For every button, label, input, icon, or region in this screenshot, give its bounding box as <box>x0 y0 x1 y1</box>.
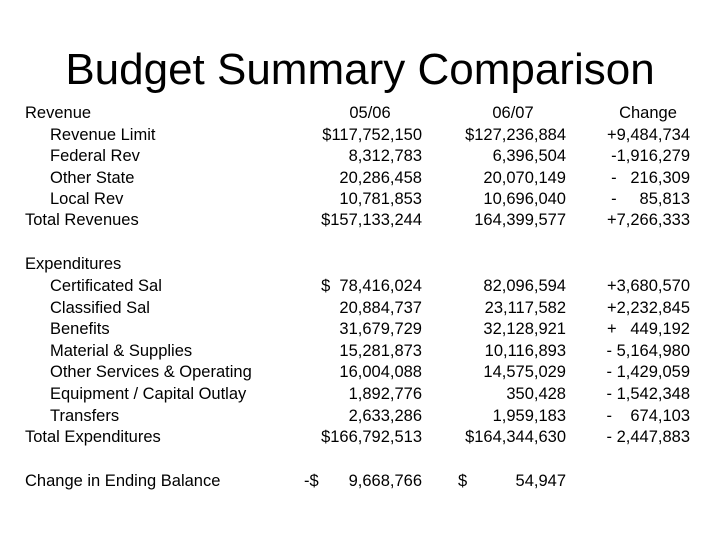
row-label: Benefits <box>50 320 110 339</box>
row-label: Local Rev <box>50 190 124 209</box>
row-label: Other Services & Operating <box>50 363 252 382</box>
value-change: + 449,192 <box>606 320 690 339</box>
value-0607: 14,575,029 <box>483 363 566 382</box>
value-0506: $157,133,244 <box>321 211 422 229</box>
row-label: Federal Rev <box>50 147 140 166</box>
table-row <box>0 340 720 362</box>
value-change: - 1,542,348 <box>606 385 690 403</box>
header-row <box>0 102 720 124</box>
total-expenditures-row <box>0 426 720 448</box>
value-0607: 10,696,040 <box>483 190 566 209</box>
value-change: +7,266,333 <box>606 211 690 229</box>
value-0506: 16,004,088 <box>339 363 422 382</box>
table-row <box>0 167 720 189</box>
expenditures-heading-row <box>0 253 720 275</box>
row-label: Total Revenues <box>25 211 139 229</box>
row-label: Transfers <box>50 406 120 425</box>
table-row <box>0 275 720 297</box>
value-0607: $164,344,630 <box>465 428 566 446</box>
value-change: +2,232,845 <box>606 298 690 317</box>
row-label: Material & Supplies <box>50 341 193 360</box>
value-0506: 8,312,783 <box>348 147 422 166</box>
total-revenues-row <box>0 209 720 231</box>
value-0607: 23,117,582 <box>484 298 566 317</box>
value-0607: 10,116,893 <box>484 341 566 360</box>
value-0506-prefix: -$ <box>304 472 319 490</box>
ending-balance-row <box>0 470 720 492</box>
value-0506: $166,792,513 <box>321 428 422 446</box>
value-change: - 1,429,059 <box>606 363 690 382</box>
value-0607: $127,236,884 <box>465 125 566 144</box>
column-header-0607: 06/07 <box>492 104 534 122</box>
value-0506: $117,752,150 <box>322 125 422 144</box>
value-0607: 6,396,504 <box>492 147 566 166</box>
value-0506: 2,633,286 <box>348 406 422 425</box>
row-label: Revenue Limit <box>50 125 156 144</box>
value-0506: 15,281,873 <box>339 341 422 360</box>
value-0607: 1,959,183 <box>492 406 566 425</box>
row-label: Certificated Sal <box>50 277 162 295</box>
expenditures-heading: Expenditures <box>25 255 122 273</box>
value-0506: 1,892,776 <box>348 385 422 403</box>
value-0607: 350,428 <box>506 385 566 403</box>
row-label: Equipment / Capital Outlay <box>50 385 247 403</box>
table-row <box>0 145 720 167</box>
row-label: Total Expenditures <box>25 428 161 446</box>
value-change: - 85,813 <box>611 190 690 209</box>
value-0506: 20,884,737 <box>339 298 422 317</box>
slide-title: Budget Summary Comparison <box>65 45 655 94</box>
table-row <box>0 405 720 427</box>
value-change: - 674,103 <box>606 406 690 425</box>
value-0506: 31,679,729 <box>339 320 422 339</box>
row-label: Other State <box>50 168 135 187</box>
column-header-0506: 05/06 <box>349 104 391 122</box>
value-change: - 2,447,883 <box>606 428 690 446</box>
value-0506: 10,781,853 <box>339 190 422 209</box>
value-0506: 9,668,766 <box>348 472 422 490</box>
table-row <box>0 361 720 383</box>
table-row <box>0 383 720 405</box>
value-0607: 32,128,921 <box>483 320 566 339</box>
table-row <box>0 188 720 210</box>
row-label: Classified Sal <box>50 298 150 317</box>
value-change: - 5,164,980 <box>606 341 690 360</box>
value-change: - 216,309 <box>611 168 690 187</box>
value-change: +9,484,734 <box>606 125 690 144</box>
revenue-heading: Revenue <box>25 104 92 122</box>
value-0607: 164,399,577 <box>474 211 566 229</box>
row-label: Change in Ending Balance <box>25 472 221 490</box>
value-change: +3,680,570 <box>606 277 690 295</box>
table-row <box>0 297 720 319</box>
column-header-change: Change <box>619 104 677 122</box>
value-0506: $ 78,416,024 <box>321 277 422 295</box>
value-0607-prefix: $ <box>458 472 468 490</box>
table-row <box>0 318 720 340</box>
value-0607: 20,070,149 <box>483 168 566 187</box>
table-row <box>0 124 720 146</box>
value-0506: 20,286,458 <box>339 168 422 187</box>
value-change: -1,916,279 <box>611 147 690 166</box>
value-0607: 54,947 <box>515 472 566 490</box>
value-0607: 82,096,594 <box>483 277 566 295</box>
